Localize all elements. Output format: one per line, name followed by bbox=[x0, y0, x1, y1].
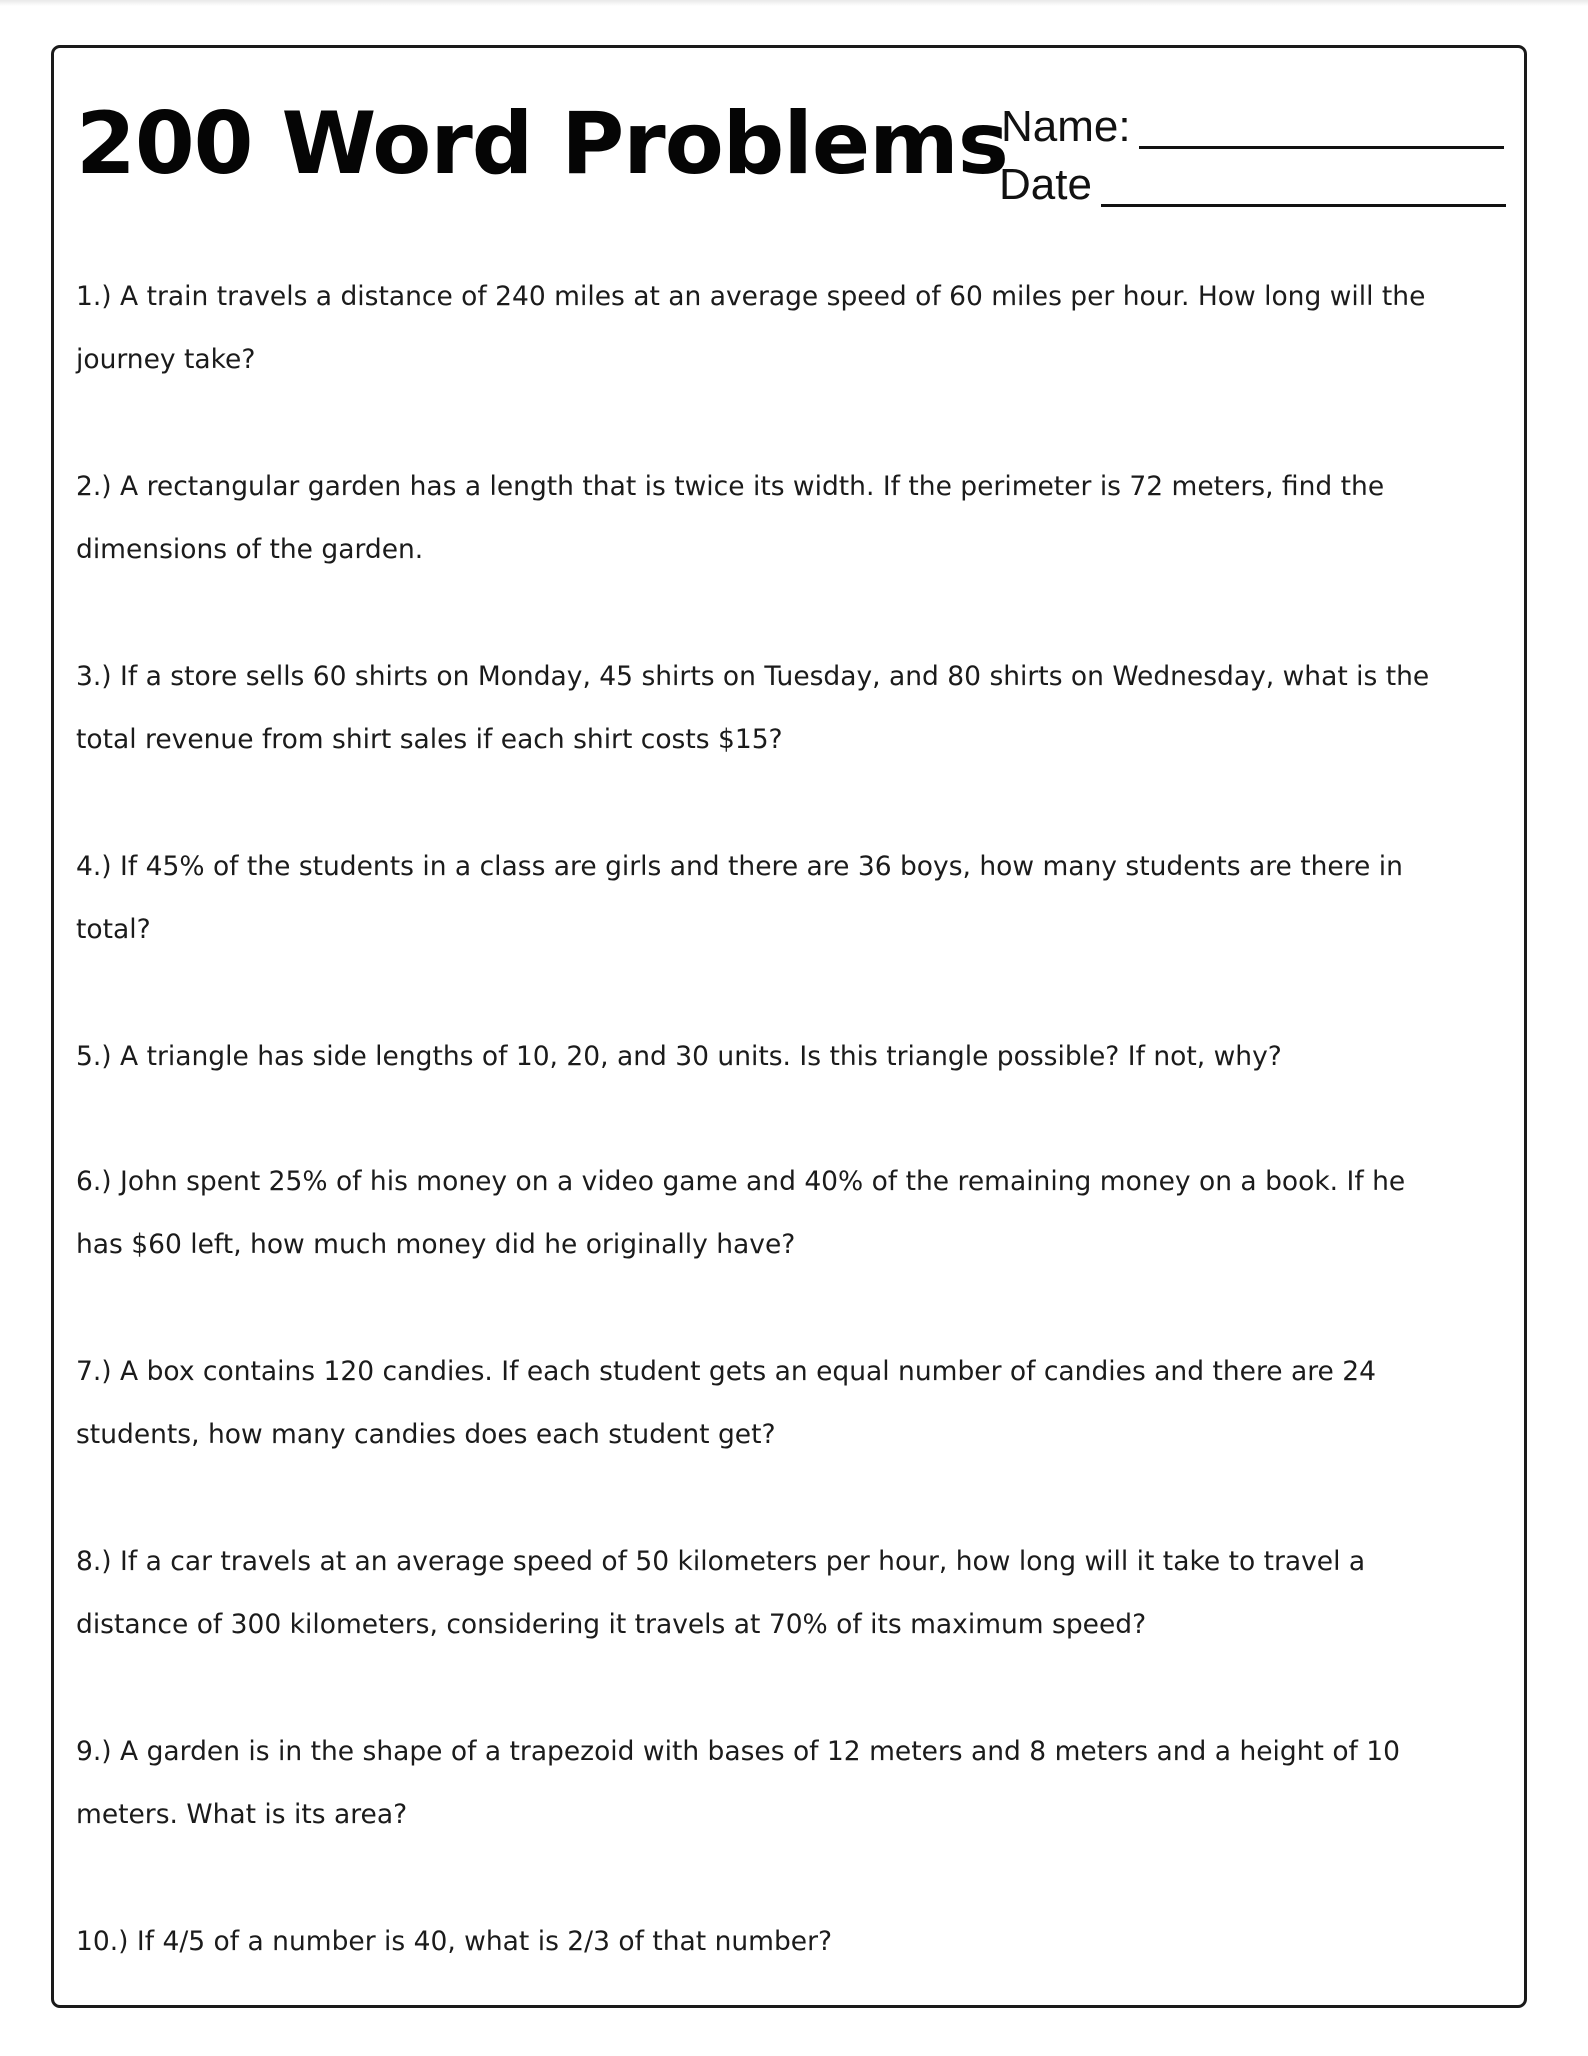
name-label: Name: bbox=[1001, 102, 1131, 151]
problem-8: 8.) If a car travels at an average speed of 50 kilometers per hour, how long will it take to travel a distance of 300 kilometers, considering it travels at 70% of its maximum speed? bbox=[76, 1546, 1366, 1640]
date-label: Date bbox=[999, 160, 1092, 209]
worksheet bbox=[51, 45, 1527, 2008]
problem-4: 4.) If 45% of the students in a class are girls and there are 36 boys, how many students are there in total? bbox=[76, 851, 1403, 945]
problem-10: 10.) If 4/5 of a number is 40, what is 2/3 of that number? bbox=[76, 1926, 833, 1957]
problem-1: 1.) A train travels a distance of 240 miles at an average speed of 60 miles per hour. How long will the journey take? bbox=[76, 281, 1426, 375]
problem-6: 6.) John spent 25% of his money on a video game and 40% of the remaining money on a book. If he has $60 left, how much money did he originally have? bbox=[76, 1166, 1406, 1260]
problem-list bbox=[76, 265, 1456, 2035]
problem-2: 2.) A rectangular garden has a length that is twice its width. If the perimeter is 72 meters, find the dimensions of the garden. bbox=[76, 471, 1385, 565]
problem-5: 5.) A triangle has side lengths of 10, 20, and 30 units. Is this triangle possible? If not, why? bbox=[76, 1041, 1282, 1072]
name-blank-line[interactable] bbox=[1139, 146, 1504, 149]
problem-7: 7.) A box contains 120 candies. If each student gets an equal number of candies and there are 24 students, how many candies does each student get? bbox=[76, 1356, 1376, 1450]
date-blank-line[interactable] bbox=[1101, 204, 1506, 207]
problem-3: 3.) If a store sells 60 shirts on Monday, 45 shirts on Tuesday, and 80 shirts on Wednesday, what is the total revenue from shirt sales if each shirt costs $15? bbox=[76, 661, 1430, 755]
worksheet-title: 200 Word Problems bbox=[76, 94, 1008, 194]
problem-9: 9.) A garden is in the shape of a trapezoid with bases of 12 meters and 8 meters and a height of 10 meters. What is its area? bbox=[76, 1736, 1401, 1830]
page-top-edge bbox=[0, 0, 1588, 6]
